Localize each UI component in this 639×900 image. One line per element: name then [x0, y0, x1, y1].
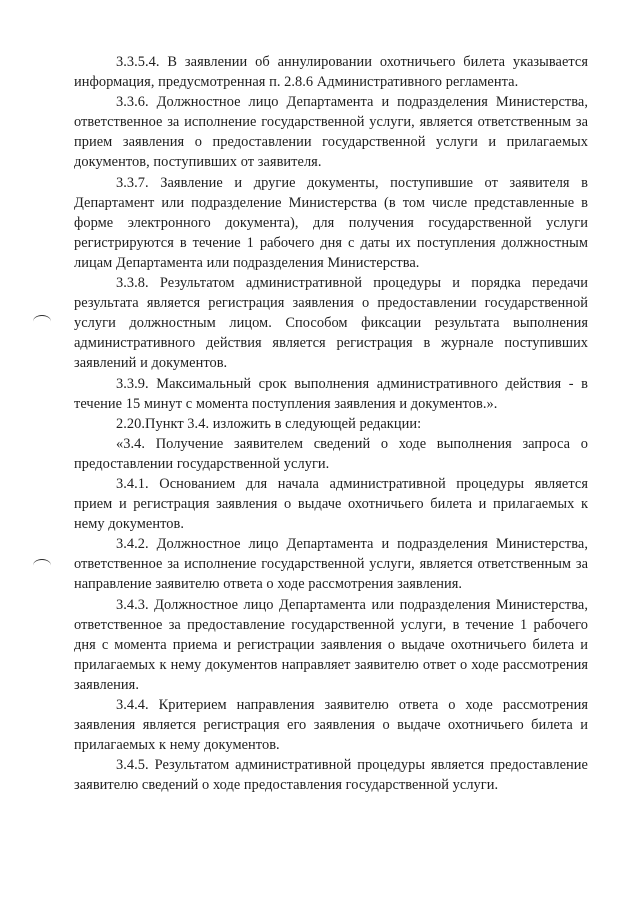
paragraph-3-3-7: 3.3.7. Заявление и другие документы, поступившие от заявителя в Департамент или подразделение Министерства (в том числе представленные в форме электронного документа), для получения государственной услуги регистрируются в течение 1 рабочего дня с даты их поступления должностным лицам Департамента или подразделения Министерства.	[74, 174, 588, 271]
paragraph-3-4-2: 3.4.2. Должностное лицо Департамента и подразделения Министерства, ответственное за исполнение государственной услуги, является ответственным за направление заявителю ответа о ходе рассмотрения заявления.	[74, 536, 588, 593]
document-page	[74, 52, 588, 795]
paragraph-3-3-8: 3.3.8. Результатом административной процедуры и порядка передачи результата является регистрация заявления о предоставлении государственной услуги должностным лицом. Способом фиксации результата выполнения административного действия является регистрация в журнале поступивших заявлений и документов.	[74, 275, 588, 372]
margin-scan-mark	[33, 315, 51, 328]
paragraph-3-4-1: 3.4.1. Основанием для начала административной процедуры является прием и регистрация заявления о выдаче охотничьего билета и прилагаемых к нему документов.	[74, 475, 588, 533]
margin-scan-mark	[33, 559, 51, 572]
paragraph-3-4-4: 3.4.4. Критерием направления заявителю ответа о ходе рассмотрения заявления является регистрация его заявления о выдаче охотничьего билета и прилагаемых к нему документов.	[74, 697, 588, 754]
paragraph-3-3-5-4: 3.3.5.4. В заявлении об аннулировании охотничьего билета указывается информация, предусмотренная п. 2.8.6 Административного регламента.	[74, 54, 588, 91]
paragraph-3-3-6: 3.3.6. Должностное лицо Департамента и подразделения Министерства, ответственное за исполнение государственной услуги, является ответственным за прием заявления о предоставлении государственной услуги и прилагаемых документов, поступивших от заявителя.	[74, 94, 588, 171]
paragraph-3-4-5: 3.4.5. Результатом административной процедуры является предоставление заявителю сведений о ходе предоставления государственной услуги.	[74, 757, 588, 794]
paragraph-3-4-3: 3.4.3. Должностное лицо Департамента или подразделения Министерства, ответственное за предоставление государственной услуги, в течение 1 рабочего дня с момента приема и регистрации заявления о выдаче охотничьего билета и прилагаемых к нему документов направляет заявителю ответ о ходе рассмотрения заявления.	[74, 596, 588, 693]
paragraph-3-4: «3.4. Получение заявителем сведений о ходе выполнения запроса о предоставлении государственной услуги.	[74, 435, 588, 472]
paragraph-3-3-9: 3.3.9. Максимальный срок выполнения административного действия - в течение 15 минут с момента поступления заявления и документов.».	[74, 375, 588, 412]
paragraph-2-20: 2.20.Пункт 3.4. изложить в следующей редакции:	[116, 415, 422, 432]
